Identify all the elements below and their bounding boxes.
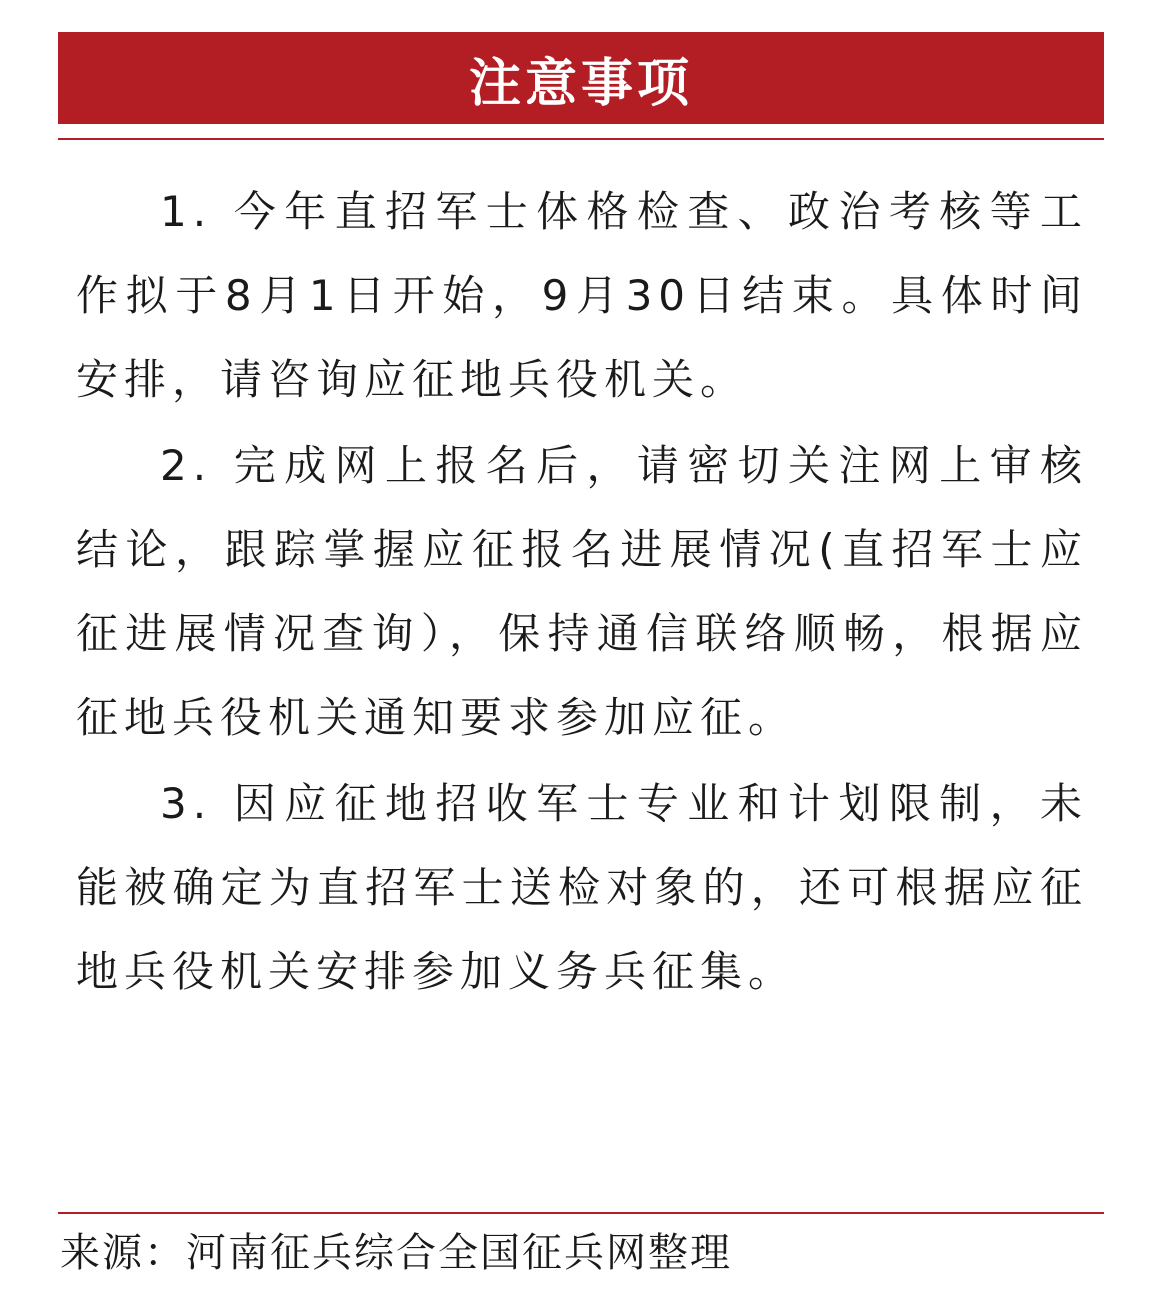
note-item-2: 2. 完成网上报名后，请密切关注网上审核结论，跟踪掌握应征报名进展情况(直招军士应征进展情况查询），保持通信联络顺畅，根据应征地兵役机关通知要求参加应征。 — [76, 441, 1088, 742]
top-divider — [58, 138, 1104, 140]
notes-body — [76, 170, 1088, 1016]
page-title: 注意事项 — [468, 53, 693, 114]
title-banner — [58, 32, 1104, 124]
note-item-1: 1. 今年直招军士体格检查、政治考核等工作拟于8月1日开始，9月30日结束。具体时间安排，请咨询应征地兵役机关。 — [76, 187, 1088, 404]
bottom-divider — [58, 1212, 1104, 1214]
note-item-3: 3. 因应征地招收军士专业和计划限制，未能被确定为直招军士送检对象的，还可根据应征地兵役机关安排参加义务兵征集。 — [76, 779, 1088, 996]
source-credit: 来源：河南征兵综合全国征兵网整理 — [60, 1230, 732, 1276]
